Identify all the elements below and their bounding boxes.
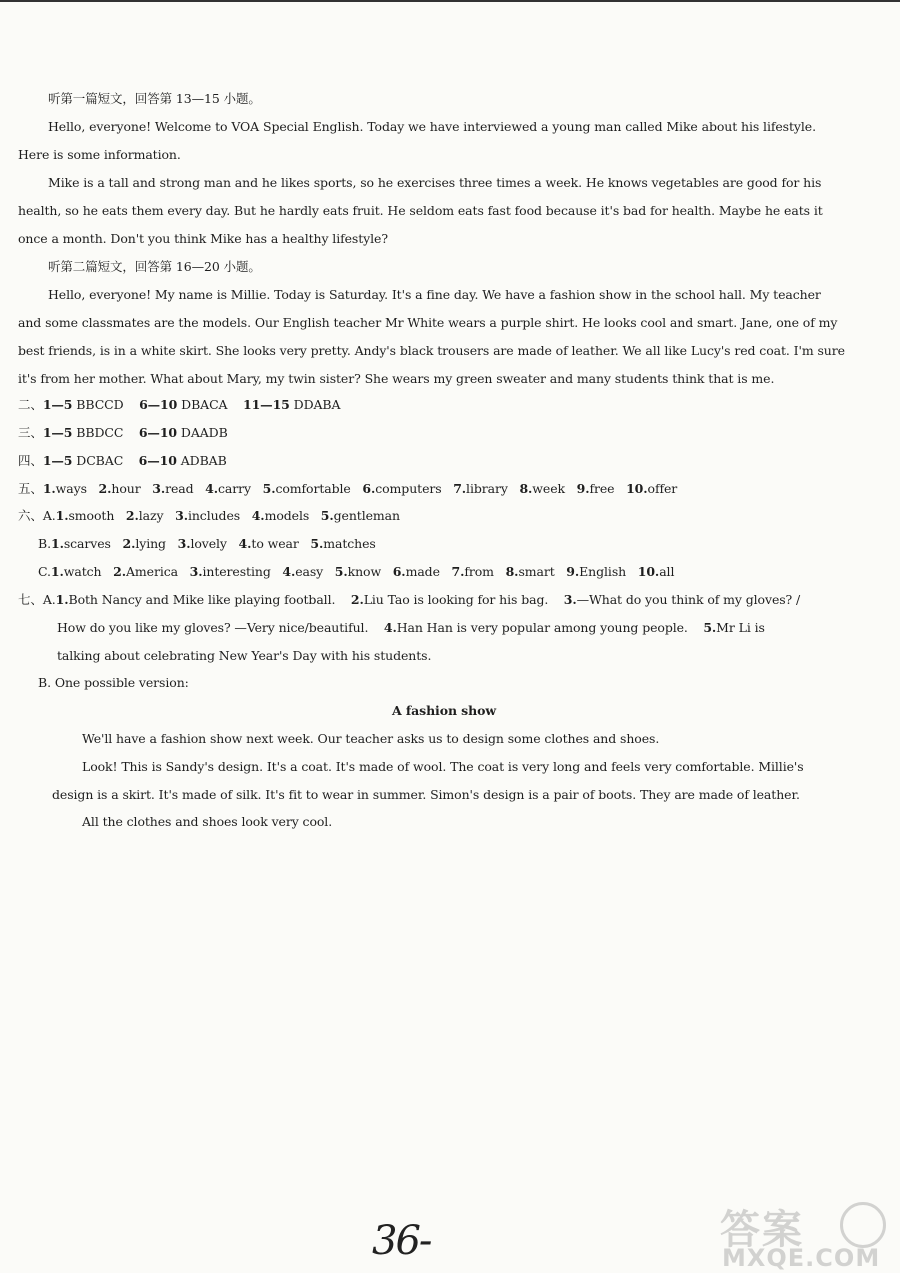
answers-section-6c: C.1.watch 2.America 3.interesting 4.easy 5.know 6.made 7.from 8.smart 9.English 10.all: [38, 564, 675, 579]
passage1-line: Mike is a tall and strong man and he likes sports, so he exercises three times a week. He knows vegetables are good for his: [48, 175, 822, 190]
passage2-line: and some classmates are the models. Our English teacher Mr White wears a purple shirt. He looks cool and smart. Jane, one of my: [18, 315, 838, 330]
watermark-chinese-text: 答案: [720, 1207, 804, 1253]
answers-section-6b: B.1.scarves 2.lying 3.lovely 4.to wear 5.matches: [38, 536, 376, 551]
answers-section-5: 五、1.ways 2.hour 3.read 4.carry 5.comfortable 6.computers 7.library 8.week 9.free 10.offer: [18, 481, 678, 496]
answers-section-3: 三、1—5 BBDCC 6—10 DAADB: [18, 425, 228, 440]
essay-line: We'll have a fashion show next week. Our teacher asks us to design some clothes and shoes.: [82, 731, 660, 746]
watermark-domain-text: MXQE.COM: [722, 1244, 881, 1272]
passage2-line: best friends, is in a white skirt. She looks very pretty. Andy's black trousers are made of leather. We all like Lucy's red coat. I'm sure: [18, 343, 845, 358]
answers-section-6a: 六、A.1.smooth 2.lazy 3.includes 4.models 5.gentleman: [18, 508, 400, 523]
passage2-heading: 听第二篇短文，回答第 16—20 小题。: [48, 259, 261, 274]
answers-section-7b-intro: B. One possible version:: [38, 675, 189, 690]
essay-line: All the clothes and shoes look very cool.: [82, 814, 333, 829]
passage1-heading: 听第一篇短文，回答第 13—15 小题。: [48, 91, 261, 106]
passage1-line: Here is some information.: [18, 147, 181, 162]
answers-section-7a-line2: How do you like my gloves? —Very nice/beautiful. 4.Han Han is very popular among young people. 5.Mr Li is: [57, 620, 765, 635]
essay-line: design is a skirt. It's made of silk. It's fit to wear in summer. Simon's design is a pair of boots. They are made of leather.: [52, 787, 800, 802]
answers-section-7a-line1: 七、A.1.Both Nancy and Mike like playing football. 2.Liu Tao is looking for his bag. 3.—What do you think of my gloves? /: [18, 592, 801, 607]
passage1-line: once a month. Don't you think Mike has a healthy lifestyle?: [18, 231, 388, 246]
passage1-line: Hello, everyone! Welcome to VOA Special English. Today we have interviewed a young man called Mike about his lifestyle.: [48, 119, 816, 134]
passage2-line: it's from her mother. What about Mary, my twin sister? She wears my green sweater and many students think that is me.: [18, 371, 775, 386]
watermark-badge-icon: [840, 1202, 886, 1248]
passage1-line: health, so he eats them every day. But he hardly eats fruit. He seldom eats fast food because it's bad for health. Maybe he eats it: [18, 203, 823, 218]
essay-line: Look! This is Sandy's design. It's a coat. It's made of wool. The coat is very long and feels very comfortable. Millie's: [82, 759, 804, 774]
answers-section-7a-line3: talking about celebrating New Year's Day with his students.: [57, 648, 432, 663]
site-watermark: [720, 1198, 890, 1273]
passage2-line: Hello, everyone! My name is Millie. Today is Saturday. It's a fine day. We have a fashion show in the school hall. My teacher: [48, 287, 821, 302]
answers-section-2: 二、1—5 BBCCD 6—10 DBACA 11—15 DDABA: [18, 397, 341, 412]
top-border-line: [0, 0, 900, 2]
page-number: 36-: [372, 1218, 431, 1264]
essay-title: A fashion show: [392, 703, 497, 718]
answers-section-4: 四、1—5 DCBAC 6—10 ADBAB: [18, 453, 227, 468]
